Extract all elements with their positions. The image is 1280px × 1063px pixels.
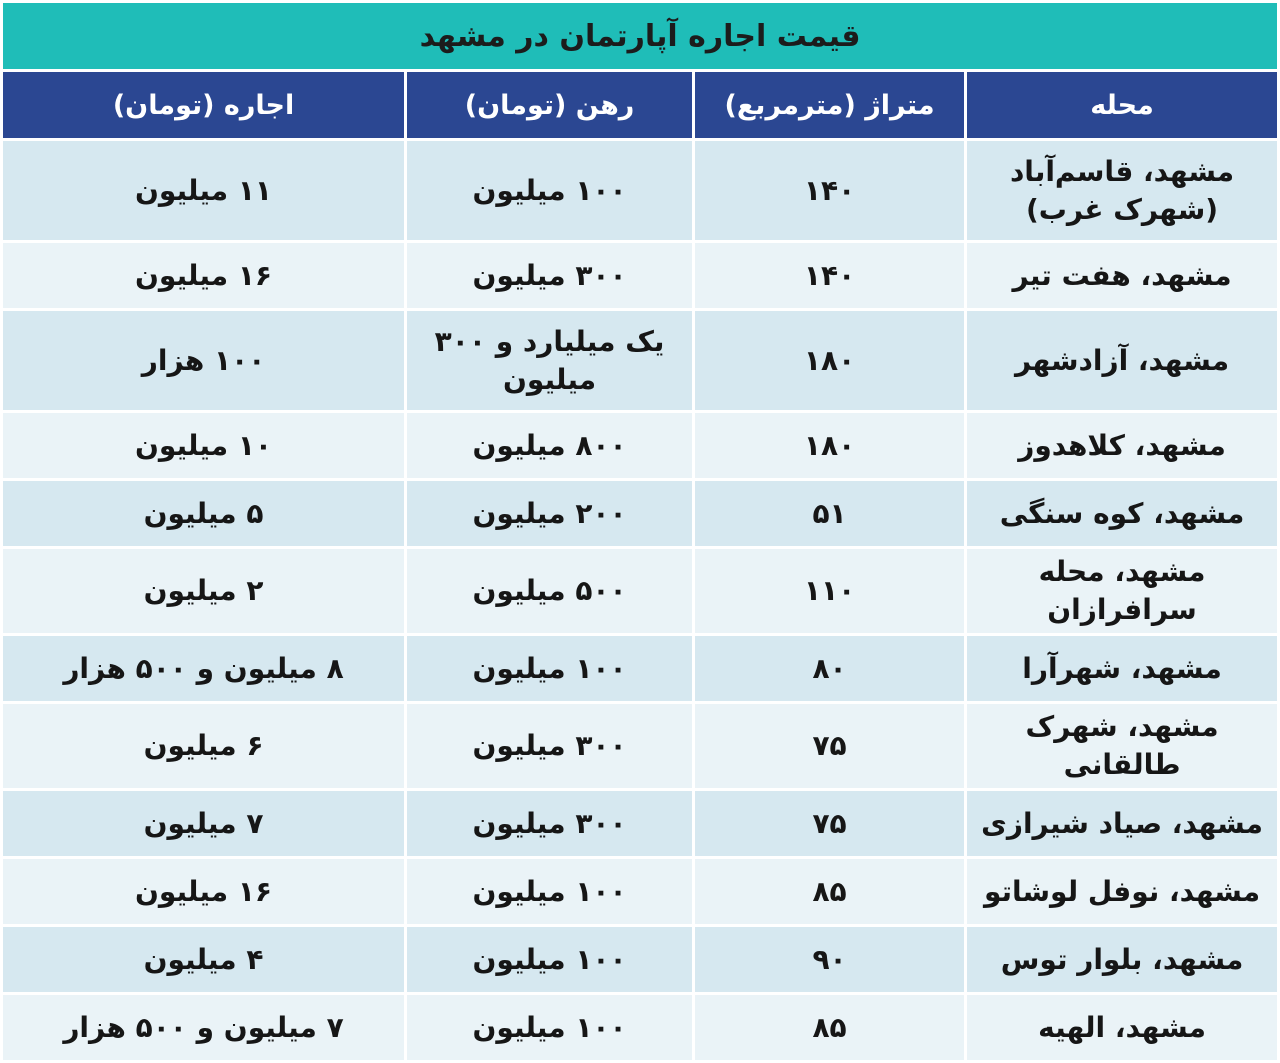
table-row <box>3 311 1277 413</box>
cell-area: ۱۴۰ <box>692 243 964 311</box>
header-row <box>3 72 1277 141</box>
cell-deposit: ۳۰۰ میلیون <box>404 704 692 791</box>
cell-rent: ۷ میلیون <box>3 791 404 859</box>
cell-neighborhood: مشهد، شهرک طالقانی <box>964 704 1277 791</box>
cell-deposit: ۱۰۰ میلیون <box>404 995 692 1063</box>
table-row <box>3 413 1277 481</box>
table-row <box>3 636 1277 704</box>
cell-rent: ۱۱ میلیون <box>3 141 404 243</box>
table-row <box>3 791 1277 859</box>
table-row <box>3 704 1277 791</box>
cell-neighborhood: مشهد، محله سرافرازان <box>964 549 1277 636</box>
header-neighborhood: محله <box>964 72 1277 141</box>
table-row <box>3 927 1277 995</box>
cell-neighborhood: مشهد، الهیه <box>964 995 1277 1063</box>
cell-rent: ۱۰۰ هزار <box>3 311 404 413</box>
cell-area: ۷۵ <box>692 704 964 791</box>
table-row <box>3 859 1277 927</box>
cell-area: ۱۴۰ <box>692 141 964 243</box>
cell-deposit: ۳۰۰ میلیون <box>404 791 692 859</box>
cell-rent: ۱۰ میلیون <box>3 413 404 481</box>
cell-neighborhood: مشهد، کوه سنگی <box>964 481 1277 549</box>
cell-neighborhood: مشهد، بلوار توس <box>964 927 1277 995</box>
cell-neighborhood: مشهد، صیاد شیرازی <box>964 791 1277 859</box>
cell-neighborhood: مشهد، آزادشهر <box>964 311 1277 413</box>
cell-area: ۹۰ <box>692 927 964 995</box>
cell-deposit: ۱۰۰ میلیون <box>404 141 692 243</box>
cell-rent: ۱۶ میلیون <box>3 243 404 311</box>
cell-neighborhood: مشهد، قاسم‌آباد (شهرک غرب) <box>964 141 1277 243</box>
title-row <box>3 3 1277 72</box>
cell-rent: ۶ میلیون <box>3 704 404 791</box>
cell-area: ۱۸۰ <box>692 413 964 481</box>
cell-deposit: ۱۰۰ میلیون <box>404 636 692 704</box>
cell-area: ۷۵ <box>692 791 964 859</box>
table-row <box>3 549 1277 636</box>
cell-area: ۱۸۰ <box>692 311 964 413</box>
table-title: قیمت اجاره آپارتمان در مشهد <box>3 3 1277 72</box>
cell-neighborhood: مشهد، شهرآرا <box>964 636 1277 704</box>
cell-deposit: ۲۰۰ میلیون <box>404 481 692 549</box>
cell-rent: ۷ میلیون و ۵۰۰ هزار <box>3 995 404 1063</box>
cell-area: ۱۱۰ <box>692 549 964 636</box>
header-area: متراژ (مترمربع) <box>692 72 964 141</box>
cell-deposit: ۱۰۰ میلیون <box>404 927 692 995</box>
table-row <box>3 995 1277 1063</box>
cell-deposit: ۱۰۰ میلیون <box>404 859 692 927</box>
cell-rent: ۸ میلیون و ۵۰۰ هزار <box>3 636 404 704</box>
cell-neighborhood: مشهد، کلاهدوز <box>964 413 1277 481</box>
cell-rent: ۴ میلیون <box>3 927 404 995</box>
cell-area: ۸۵ <box>692 995 964 1063</box>
table-row <box>3 243 1277 311</box>
cell-deposit: یک میلیارد و ۳۰۰ میلیون <box>404 311 692 413</box>
cell-area: ۸۰ <box>692 636 964 704</box>
header-rent: اجاره (تومان) <box>3 72 404 141</box>
table-body <box>3 141 1277 1063</box>
rent-price-table <box>3 3 1277 1063</box>
cell-deposit: ۳۰۰ میلیون <box>404 243 692 311</box>
cell-deposit: ۵۰۰ میلیون <box>404 549 692 636</box>
cell-deposit: ۸۰۰ میلیون <box>404 413 692 481</box>
cell-area: ۸۵ <box>692 859 964 927</box>
cell-area: ۵۱ <box>692 481 964 549</box>
table-row <box>3 481 1277 549</box>
cell-neighborhood: مشهد، نوفل لوشاتو <box>964 859 1277 927</box>
cell-rent: ۲ میلیون <box>3 549 404 636</box>
cell-rent: ۵ میلیون <box>3 481 404 549</box>
cell-neighborhood: مشهد، هفت تیر <box>964 243 1277 311</box>
table-row <box>3 141 1277 243</box>
cell-rent: ۱۶ میلیون <box>3 859 404 927</box>
header-deposit: رهن (تومان) <box>404 72 692 141</box>
